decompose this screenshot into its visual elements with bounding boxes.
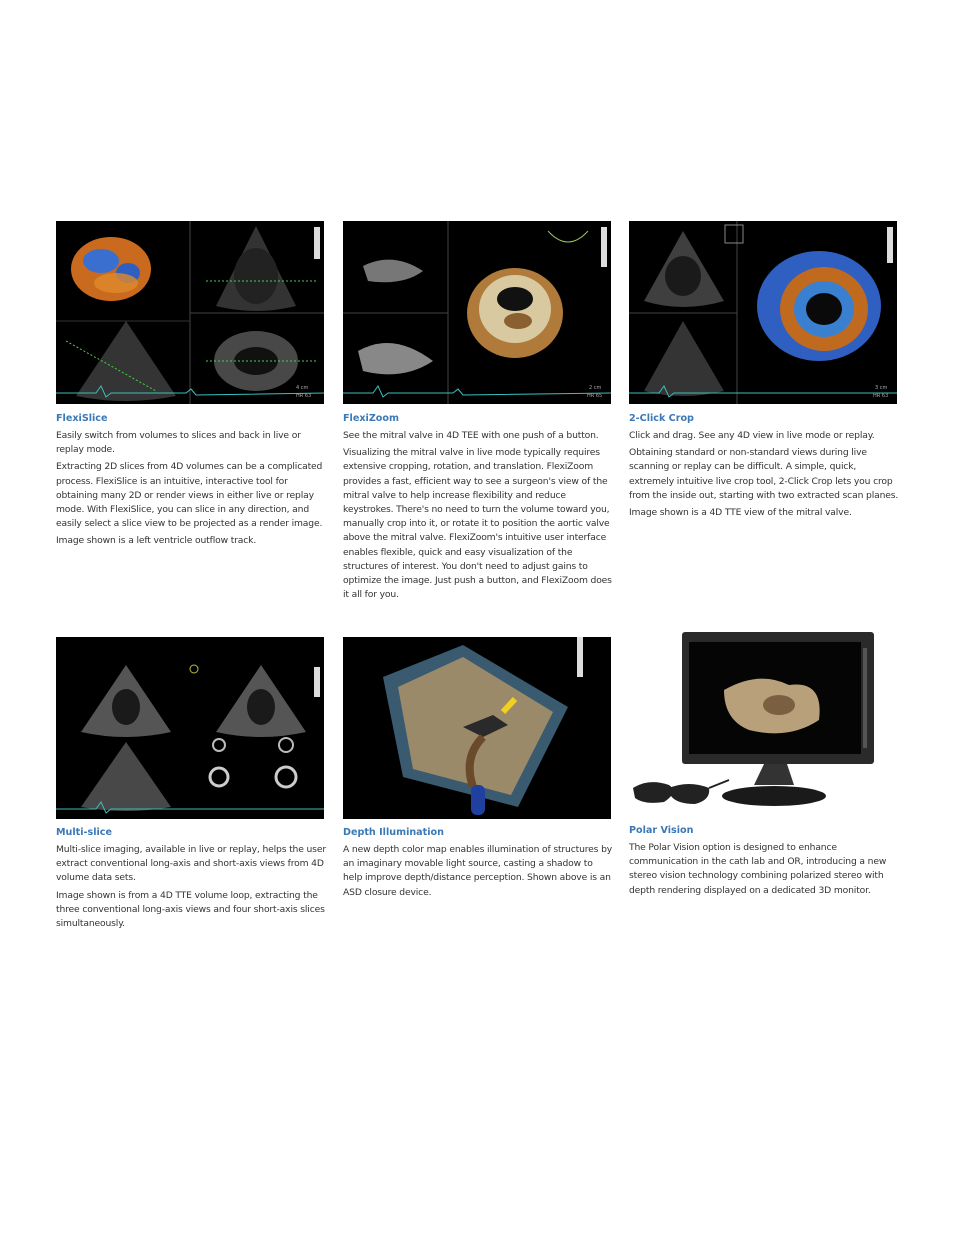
flexizoom-scale-label: 2 cm xyxy=(589,385,602,391)
depth-illumination-para-1: A new depth color map enables illumination of structures by an imaginary movable light source, casting a shadow to help improve depth/distance perception. Shown above is an ASD closure device. xyxy=(343,844,613,898)
flexislice-para-1: Easily switch from volumes to slices and back in live or replay mode. xyxy=(56,430,301,456)
crop-para-1: Click and drag. See any 4D view in live mode or replay. xyxy=(629,430,875,441)
flexizoom-para-2: Visualizing the mitral valve in live mode typically requires extensive cropping, rotation, and translation. FlexiZoom provides a fast, efficient way to see a surgeon's view of the mitral valve to help increase flexibility and reduce keystrokes. There's no need to turn the volume toward you, manually crop into it, or rotate it to position the aortic valve above the mitral valve. FlexiZoom's intuitive user interface enables flexible, quick and easy visualization of the structures of interest. You don't need to adjust gains to optimize the image. Just push a button, and FlexiZoom does it all for you. xyxy=(343,447,612,601)
flexizoom-title: FlexiZoom xyxy=(343,413,399,424)
flexislice-scale-label: 4 cm xyxy=(296,385,309,391)
flexislice-echo-image xyxy=(56,221,324,404)
flexislice-title: FlexiSlice xyxy=(56,413,108,424)
card-flexislice xyxy=(56,221,326,552)
crop-title: 2-Click Crop xyxy=(629,413,694,424)
crop-hr-label: HR 63 xyxy=(873,393,889,399)
card-multi-slice xyxy=(56,637,326,934)
flexizoom-para-1: See the mitral valve in 4D TEE with one push of a button. xyxy=(343,430,599,441)
multislice-title: Multi-slice xyxy=(56,827,113,838)
flexizoom-echo-image xyxy=(343,221,611,404)
polar-vision-title: Polar Vision xyxy=(629,825,694,836)
card-2-click-crop xyxy=(629,221,899,523)
flexislice-hr-label: HR 63 xyxy=(296,393,312,399)
flexislice-para-2: Extracting 2D slices from 4D volumes can be a complicated process. FlexiSlice is an intuitive, interactive tool for obtaining many 2D or render views in either live or replay mode. With FlexiSlice, you can slice in any direction, and easily select a slice view to be projected as a render image. xyxy=(56,461,323,530)
crop-scale-label: 3 cm xyxy=(875,385,888,391)
crop-para-2: Obtaining standard or non-standard views during live scanning or replay can be difficult. A simple, quick, extremely intuitive live crop tool, 2-Click Crop lets you crop from the inside out, starting with two extracted scan planes. xyxy=(629,447,899,501)
flexislice-para-3: Image shown is a left ventricle outflow track. xyxy=(56,535,257,547)
multislice-echo-image xyxy=(56,637,324,819)
depth-illumination-title: Depth Illumination xyxy=(343,827,444,838)
polar-vision-para-1: The Polar Vision option is designed to enhance communication in the cath lab and OR, introducing a new stereo vision technology combining polarized stereo with depth rendering displayed on a dedicated 3D monitor. xyxy=(629,842,887,896)
polar-vision-monitor-photo xyxy=(629,630,897,819)
multislice-para-1: Multi-slice imaging, available in live or replay, helps the user extract conventional long-axis and short-axis views from 4D volume data sets. xyxy=(56,844,326,884)
card-depth-illumination xyxy=(343,637,613,903)
depth-illumination-image xyxy=(343,637,611,819)
crop-para-3: Image shown is a 4D TTE view of the mitral valve. xyxy=(629,507,852,519)
flexizoom-hr-label: HR 65 xyxy=(587,393,603,399)
card-flexizoom xyxy=(343,221,613,605)
card-polar-vision xyxy=(629,630,899,901)
crop-echo-image xyxy=(629,221,897,404)
multislice-para-2: Image shown is from a 4D TTE volume loop, extracting the three conventional long-axis views and four short-axis slices simultaneously. xyxy=(56,889,325,930)
